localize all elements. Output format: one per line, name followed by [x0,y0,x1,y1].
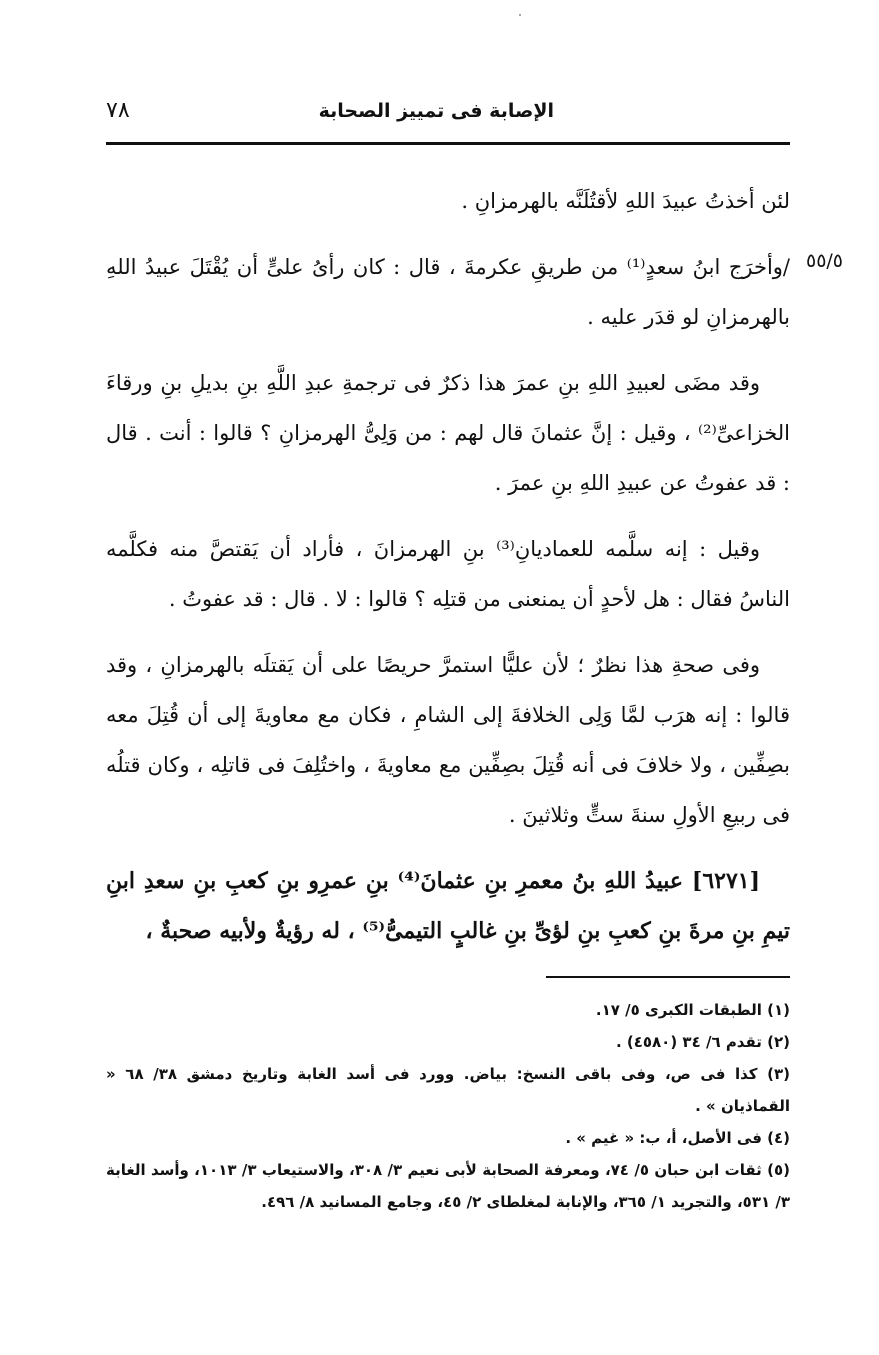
footnote-2: (٢) تقدم ٦/ ٣٤ (٤٥٨٠) . [615,1033,790,1051]
margin-reference: ٥٥/٥ [806,250,844,272]
footnote-3: (٣) كذا فى ص، وفى باقى النسخ: بياض. وورد فى أسد الغابة وتاريخ دمشق ٣٨/ ٦٨ « القماذيان » . [106,1065,790,1115]
entry-heading: [٦٢٧١] عبيدُ اللهِ بنُ معمرِ بنِ عثمانَ⁽⁴⁾ بنِ عمرِو بنِ كعبِ بنِ سعدِ ابنِ تيمِ بنِ مرةَ بنِ كعبِ بنِ لؤىِّ بنِ غالبٍ التيمىُّ⁽⁵⁾ ، له رؤيةٌ ولأبيه صحبةٌ ، [106,868,790,944]
paragraph-5: وفى صحةِ هذا نظرٌ ؛ لأن عليًّا استمرَّ حريصًا على أن يَقتلَه بالهرمزانِ ، وقد قالوا : إنه هرَب لمَّا وَلِى الخلافةَ إلى الشامِ ، فكان مع معاويةَ إلى أن قُتِلَ معه بصِفِّين ، ولا خلافَ فى أنه قُتِلَ بصِفِّين مع معاويةَ ، واختُلِفَ فى قاتلِه ، وكان قتلُه فى ربيعِ الأولِ سنةَ ستٍّ وثلاثينَ . [106,653,790,827]
main-text [106,176,790,956]
scan-speck [519,14,521,16]
book-title: الإصابة فى تمييز الصحابة [318,100,554,122]
running-header [106,98,790,132]
paragraph-2: /وأخرَج ابنُ سعدٍ⁽¹⁾ من طريقِ عكرمةَ ، قال : كان رأىُ علىٍّ أن يُقْتَلَ عبيدُ اللهِ بالهرمزانِ لو قدَر عليه . [106,255,790,329]
page-number: ٧٨ [106,98,130,123]
footnote-4: (٤) فى الأصل، أ، ب: « غيم » . [565,1129,790,1147]
footnote-1: (١) الطبقات الكبرى ٥/ ١٧. [595,1001,790,1019]
footnotes [106,994,790,1218]
paragraph-3: وقد مضَى لعبيدِ اللهِ بنِ عمرَ هذا ذكرٌ فى ترجمةِ عبدِ اللَّهِ بنِ بديلِ بنِ ورقاءَ الخزاعىِّ⁽²⁾ ، وقيل : إنَّ عثمانَ قال لهم : من وَلِىُّ الهرمزانِ ؟ قالوا : أنت . قال : قد عفوتُ عن عبيدِ اللهِ بنِ عمرَ . [106,371,790,495]
paragraph-1: لئن أخذتُ عبيدَ اللهِ لأقتُلَنَّه بالهرمزانِ . [461,189,790,213]
footnote-rule [546,976,790,978]
paragraph-4: وقيل : إنه سلَّمه للعماديانِ⁽³⁾ بنِ الهرمزانَ ، فأراد أن يَقتصَّ منه فكلَّمه الناسُ فقال : هل لأحدٍ أن يمنعنى من قتلِه ؟ قالوا : لا . قال : قد عفوتُ . [106,537,790,611]
header-rule [106,142,790,145]
footnote-5: (٥) ثقات ابن حبان ٥/ ٧٤، ومعرفة الصحابة لأبى نعيم ٣/ ٣٠٨، والاستيعاب ٣/ ١٠١٣، وأسد الغابة ٣/ ٥٣١، والتجريد ١/ ٣٦٥، والإنابة لمغلطاى ٢/ ٤٥، وجامع المسانيد ٨/ ٤٩٦. [106,1161,791,1211]
